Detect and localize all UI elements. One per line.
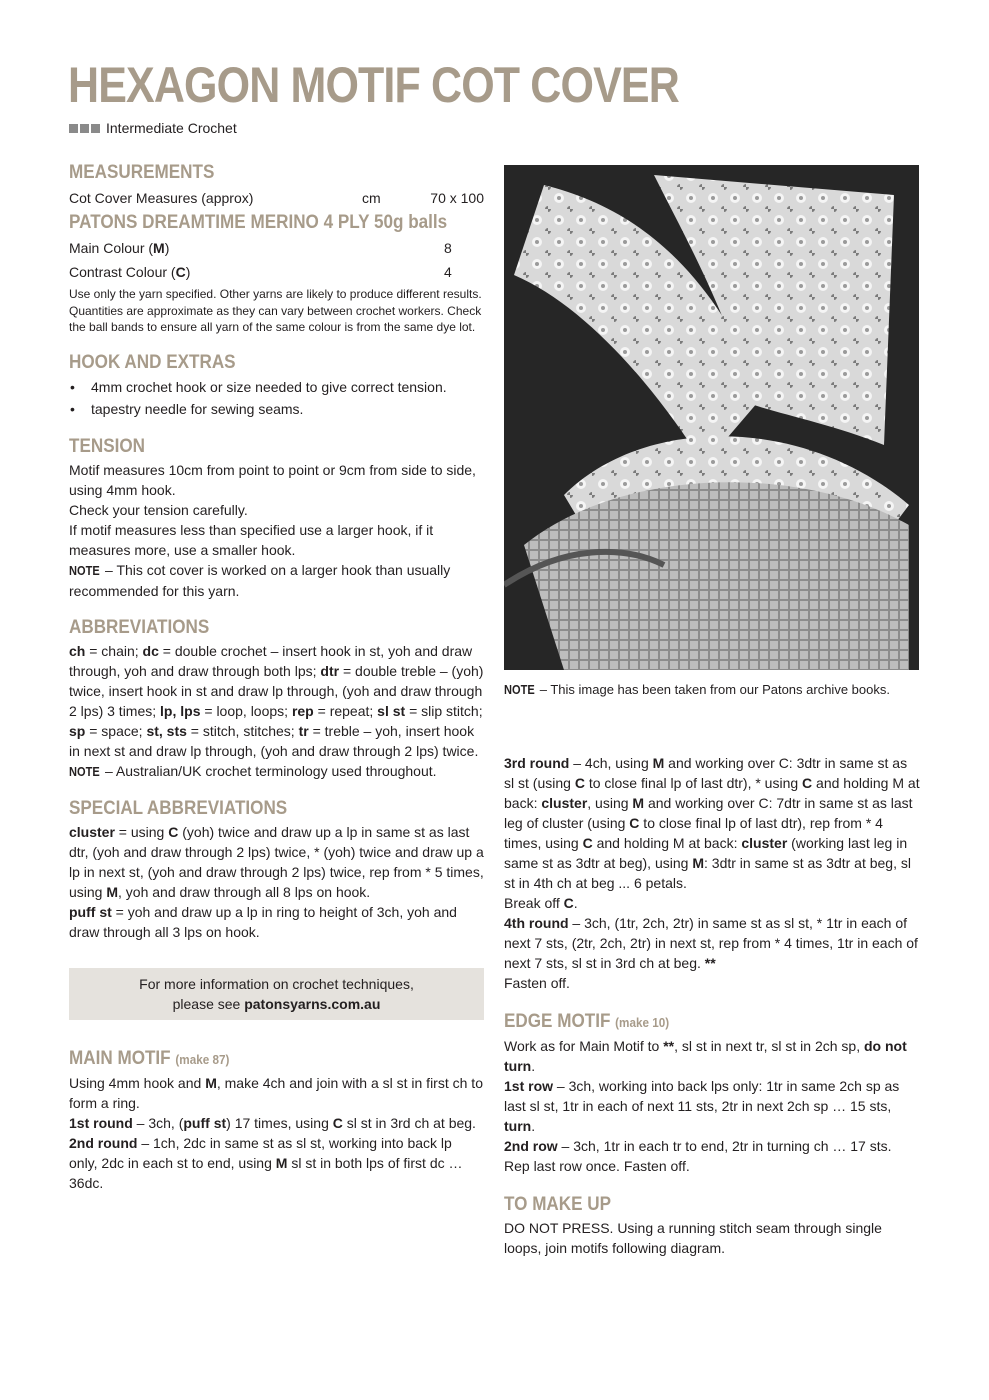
hook-section [69,350,484,420]
abbreviations-section [69,615,484,782]
special-abbreviations-heading: SPECIAL ABBREVIATIONS [69,797,288,819]
left-column [69,160,484,1193]
main-motif-intro: Using 4mm hook and M, make 4ch and join with a sl st in first ch to form a ring. [69,1074,483,1111]
yarn-section [69,210,484,336]
website-link[interactable]: patonsyarns.com.au [244,995,381,1012]
main-colour-row [69,236,484,260]
fasten-off-text: Fasten off. [504,975,570,991]
make-up-text: DO NOT PRESS. Using a running stitch seam through single loops, join motifs following diagram. [504,1220,882,1256]
edge-motif-section [504,1009,920,1176]
level-square-icon [91,124,100,133]
hook-list [69,376,484,420]
tension-heading: TENSION [69,435,146,457]
abbreviations-text: ch = chain; dc = double crochet – insert hook in st, yoh and draw through, yoh and draw through both lps; dtr = double treble – (yoh) twice, insert hook in st and draw lp through, (yoh and draw through 2 lps) 3 times; lp, lps = loop, loops; rep = repeat; sl st = slip stitch; sp = space; st, sts = stitch, stitches; tr = treble – yoh, insert hook in next st and draw lp through, (yoh and draw through 2 lps) twice. [69,642,484,759]
round-3-text: 3rd round – 4ch, using M and working over C: 3dtr in same st as sl st (using C to close final lp of last dtr), * using C and holding M at back: cluster, using M and working over C: 7dtr in same st as last leg of cluster (using C to close final lp of last dtr), rep from * 4 times, using C and holding M at back: cluster (working last leg in same st as 3dtr at beg), using M: 3dtr in same st as 3dtr at beg, sl st in 4th ch at beg ... 6 petals. [504,755,920,891]
main-motif-section [69,1046,484,1193]
measurement-label: Cot Cover Measures (approx) [69,190,254,206]
main-colour-label: Main Colour (M) [69,240,170,256]
tension-text: Check your tension carefully. [69,501,248,518]
main-motif-round-1: 1st round – 3ch, (puff st) 17 times, using C sl st in 3rd ch at beg. [69,1114,476,1131]
special-abbreviations-section [69,796,484,942]
measurements-section [69,160,484,210]
main-motif-heading: MAIN MOTIF (make 87) [69,1047,230,1069]
contrast-colour-row [69,260,484,284]
tension-section [69,434,484,601]
info-line: please see patonsyarns.com.au [172,995,381,1012]
main-colour-qty: 8 [444,240,452,256]
tension-text: If motif measures less than specified use a larger hook, if it measures more, use a smaller hook. [69,521,434,558]
tension-note: NOTE – This cot cover is worked on a larger hook than usually recommended for this yarn. [69,561,451,599]
edge-motif-intro: Work as for Main Motif to **, sl st in next tr, sl st in 2ch sp, do not turn. [504,1038,907,1074]
edge-motif-row-2: 2nd row – 3ch, 1tr in each tr to end, 2tr in turning ch … 17 sts. Rep last row once. Fasten off. [504,1138,892,1174]
info-line: For more information on crochet techniques, [139,975,414,992]
contrast-colour-label: Contrast Colour (C) [69,264,191,280]
yarn-heading: PATONS DREAMTIME MERINO 4 PLY 50g balls [69,212,448,233]
make-up-heading: TO MAKE UP [504,1194,612,1215]
round-4-text: 4th round – 3ch, (1tr, 2ch, 2tr) in same st as sl st, * 1tr in each of next 7 sts, (2tr, 2ch, 2tr) in next st, rep from * 4 times, 1tr in each of next 7 sts, sl st in 3rd ch at beg. ** [504,915,918,971]
level-square-icon [69,124,78,133]
level-square-icon [80,124,89,133]
measurement-value: 70 x 100 [430,190,484,206]
info-box [69,968,484,1020]
puff-st-definition: puff st = yoh and draw up a lp in ring to height of 3ch, yoh and draw through all 3 lps on hook. [69,903,457,940]
skill-level-label: Intermediate Crochet [106,120,237,136]
edge-motif-row-1: 1st row – 3ch, working into back lps only: 1tr in same 2ch sp as last sl st, 1tr in each of next 11 sts, 2tr in next 2ch sp … 15 sts, turn. [504,1078,900,1134]
cluster-definition: cluster = using C (yoh) twice and draw up a lp in same st as last dtr, (yoh and draw through 2 lps) twice, * (yoh) twice and draw up a lp in next st, (yoh and draw through 2 lps) twice, rep from * 5 times, using M, yoh and draw through all 8 lps on hook. [69,823,484,900]
main-motif-round-2: 2nd round – 1ch, 2dc in same st as sl st, working into back lp only, 2dc in each st to end, using M sl st in both lps of first dc … 36dc. [69,1134,463,1191]
tension-text: Motif measures 10cm from point to point or 9cm from side to side, using 4mm hook. [69,461,476,498]
contrast-colour-qty: 4 [444,264,452,280]
hook-list-item: • tapestry needle for sewing seams. [69,398,484,420]
cot-cover-photo [504,165,919,670]
measurement-unit: cm [362,190,381,206]
quantity-note: Quantities are approximate as they can vary between crochet workers. Check the ball bands to ensure all yarn of the same colour is from the same dye lot. [69,303,482,334]
measurements-heading: MEASUREMENTS [69,162,215,183]
measurement-row [69,186,484,210]
yarn-note: Use only the yarn specified. Other yarns are likely to produce different results. [69,287,482,301]
hook-heading: HOOK AND EXTRAS [69,351,236,373]
make-up-section [504,1192,920,1258]
photo-caption: NOTE – This image has been taken from our Patons archive books. [504,682,890,697]
abbreviations-heading: ABBREVIATIONS [69,616,210,638]
right-column [504,753,920,1258]
cot-photo-illustration [504,165,919,670]
page-title: HEXAGON MOTIF COT COVER [68,57,679,113]
skill-level [69,120,237,136]
break-off-text: Break off C. [504,895,578,911]
edge-motif-heading: EDGE MOTIF (make 10) [504,1011,670,1032]
abbreviations-note: NOTE – Australian/UK crochet terminology used throughout. [69,762,437,779]
photo-block [504,165,920,700]
hook-list-item: • 4mm crochet hook or size needed to give correct tension. [69,376,484,398]
